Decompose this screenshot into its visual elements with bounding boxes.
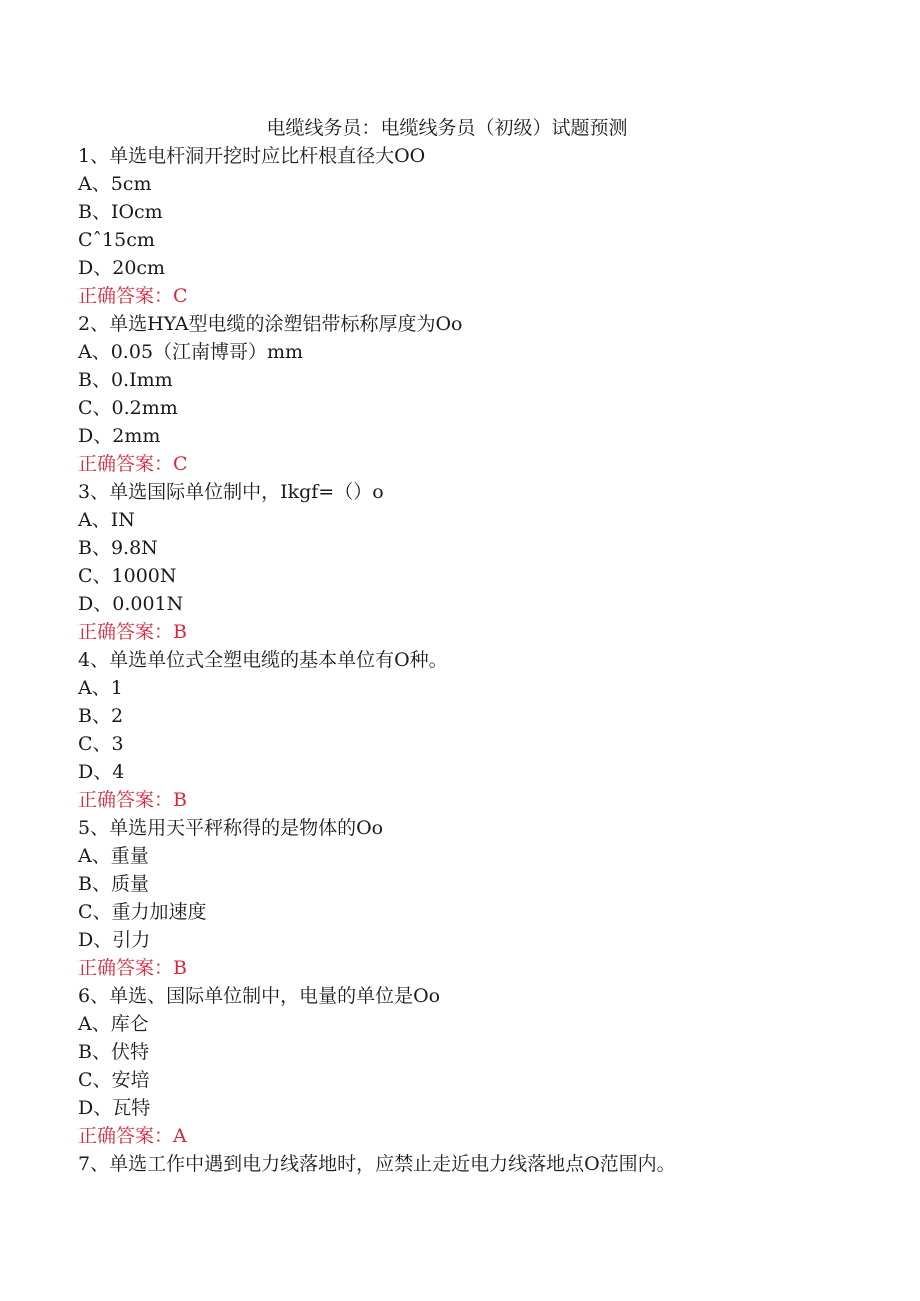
question-stem: 2、单选HYA型电缆的涂塑铝带标称厚度为Oo (78, 313, 463, 335)
question-3 (78, 478, 878, 646)
question-5 (78, 814, 878, 982)
option-c: C、重力加速度 (78, 901, 207, 923)
question-list (78, 142, 878, 1178)
correct-answer: 正确答案：B (78, 789, 187, 811)
option-a: A、重量 (78, 845, 149, 867)
option-b: B、伏特 (78, 1041, 149, 1063)
question-2 (78, 310, 878, 478)
question-4 (78, 646, 878, 814)
option-d: D、引力 (78, 929, 151, 951)
correct-answer: 正确答案：B (78, 621, 187, 643)
question-stem: 3、单选国际单位制中，Ikgf=（）o (78, 481, 384, 503)
option-b: B、质量 (78, 873, 149, 895)
option-c: C、3 (78, 733, 124, 755)
option-c: C、1000N (78, 565, 177, 587)
option-b: B、2 (78, 705, 124, 727)
document-title: 电缆线务员：电缆线务员（初级）试题预测 (266, 117, 628, 139)
option-a: A、0.05（江南博哥）mm (78, 341, 304, 363)
option-a: A、IN (78, 509, 135, 531)
option-c: C、安培 (78, 1069, 150, 1091)
option-b: B、0.Imm (78, 369, 173, 391)
correct-answer: 正确答案：C (78, 453, 188, 475)
question-stem: 7、单选工作中遇到电力线落地时，应禁止走近电力线落地点O范围内。 (78, 1153, 676, 1175)
option-a: A、1 (78, 677, 123, 699)
question-6 (78, 982, 878, 1150)
option-b: B、IOcm (78, 201, 163, 223)
option-d: D、4 (78, 761, 125, 783)
correct-answer: 正确答案：C (78, 285, 188, 307)
option-d: D、瓦特 (78, 1097, 151, 1119)
correct-answer: 正确答案：B (78, 957, 187, 979)
question-stem: 4、单选单位式全塑电缆的基本单位有O种。 (78, 649, 448, 671)
question-stem: 6、单选、国际单位制中，电量的单位是Oo (78, 985, 441, 1007)
question-1 (78, 142, 878, 310)
option-d: D、2mm (78, 425, 161, 447)
option-d: D、20cm (78, 257, 166, 279)
question-7 (78, 1150, 878, 1178)
question-stem: 1、单选电杆洞开挖时应比杆根直径大OO (78, 145, 426, 167)
question-stem: 5、单选用天平秤称得的是物体的Oo (78, 817, 384, 839)
option-a: A、库仑 (78, 1013, 149, 1035)
option-b: B、9.8N (78, 537, 158, 559)
option-a: A、5cm (78, 173, 152, 195)
option-c: Cˆ15cm (78, 229, 155, 251)
option-c: C、0.2mm (78, 397, 178, 419)
correct-answer: 正确答案：A (78, 1125, 187, 1147)
option-d: D、0.001N (78, 593, 184, 615)
